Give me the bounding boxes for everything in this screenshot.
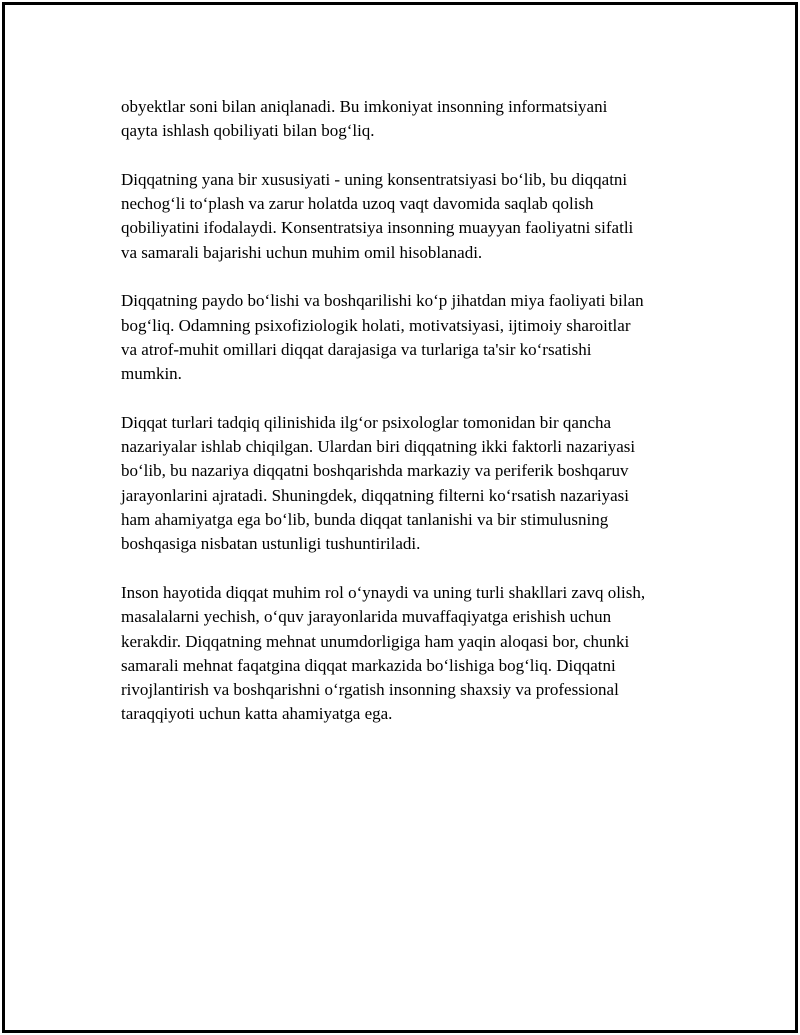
text-line: obyektlar soni bilan aniqlanadi. Bu imkoniyat insonning informatsiyani: [121, 97, 608, 116]
paragraph-3: [121, 289, 705, 386]
paragraph-5: [121, 581, 705, 727]
text-line: jarayonlarini ajratadi. Shuningdek, diqqatning filterni ko‘rsatish nazariyasi: [121, 485, 629, 505]
text-line: va samarali bajarishi uchun muhim omil hisoblanadi.: [121, 242, 483, 262]
paragraph-4: [121, 411, 705, 557]
text-line: nechog‘li to‘plash va zarur holatda uzoq vaqt davomida saqlab qolish: [121, 194, 594, 214]
text-line: Diqqat turlari tadqiq qilinishida ilg‘or psixologlar tomonidan bir qancha: [121, 412, 612, 432]
text-line: samarali mehnat faqatgina diqqat markazida bo‘lishiga bog‘liq. Diqqatni: [121, 655, 616, 675]
text-line: Diqqatning yana bir xususiyati - uning konsentratsiyasi bo‘lib, bu diqqatni: [121, 169, 628, 189]
text-line: Diqqatning paydo bo‘lishi va boshqarilishi ko‘p jihatdan miya faoliyati bilan: [121, 291, 644, 311]
text-line: bo‘lib, bu nazariya diqqatni boshqarishda markaziy va periferik boshqaruv: [121, 461, 629, 481]
text-line: mumkin.: [121, 364, 182, 384]
text-line: masalalarni yechish, o‘quv jarayonlarida muvaffaqiyatga erishish uchun: [121, 607, 612, 627]
text-line: qobiliyatini ifodalaydi. Konsentratsiya insonning muayyan faoliyatni sifatli: [121, 218, 634, 238]
text-line: Inson hayotida diqqat muhim rol o‘ynaydi va uning turli shakllari zavq olish,: [121, 582, 646, 602]
text-line: rivojlantirish va boshqarishni o‘rgatish insonning shaxsiy va professional: [121, 680, 619, 700]
text-line: taraqqiyoti uchun katta ahamiyatga ega.: [121, 704, 393, 724]
page-frame: [2, 2, 798, 1033]
text-line: ham ahamiyatga ega bo‘lib, bunda diqqat tanlanishi va bir stimulusning: [121, 510, 609, 530]
text-line: nazariyalar ishlab chiqilgan. Ulardan biri diqqatning ikki faktorli nazariyasi: [121, 437, 636, 457]
text-line: boshqasiga nisbatan ustunligi tushuntiriladi.: [121, 534, 421, 554]
text-line: kerakdir. Diqqatning mehnat unumdorligiga ham yaqin aloqasi bor, chunki: [121, 631, 630, 651]
paragraph-2: [121, 168, 705, 265]
text-line: bog‘liq. Odamning psixofiziologik holati, motivatsiyasi, ijtimoiy sharoitlar: [121, 315, 631, 335]
paragraph-1: [121, 95, 705, 144]
document-body: [121, 95, 705, 751]
text-line: qayta ishlash qobiliyati bilan bog‘liq.: [121, 121, 375, 141]
text-line: va atrof-muhit omillari diqqat darajasiga va turlariga ta'sir ko‘rsatishi: [121, 339, 592, 359]
